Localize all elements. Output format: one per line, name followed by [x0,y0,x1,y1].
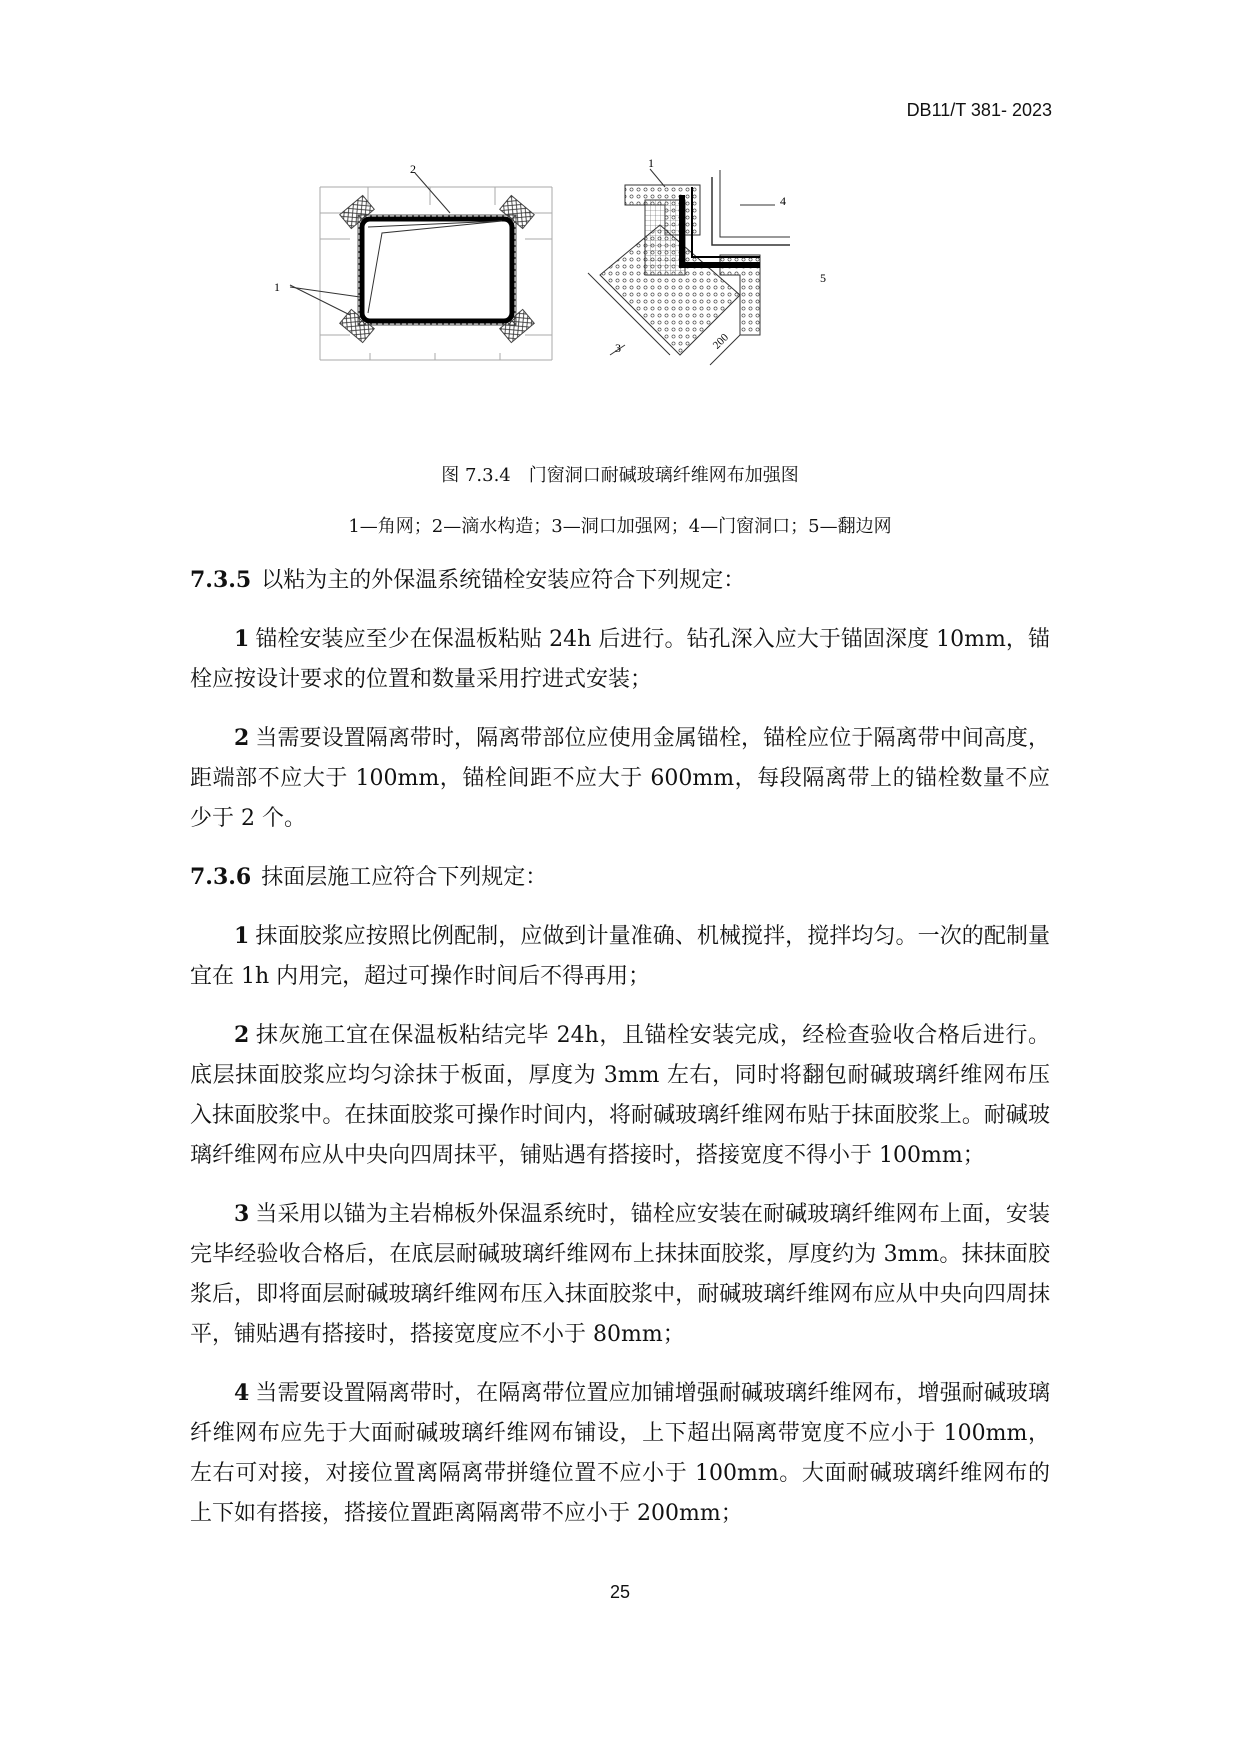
item-text: 当需要设置隔离带时，隔离带部位应使用金属锚栓，锚栓应位于隔离带中间高度，距端部不应大于 100mm，锚栓间距不应大于 600mm，每段隔离带上的锚栓数量不应少于 2 个。 [190,726,1050,831]
label-corner-mesh: 1 [648,156,654,170]
figure-7-3-4 [274,156,940,415]
figure-caption: 图 7.3.4 门窗洞口耐碱玻璃纤维网布加强图 [441,465,799,486]
reinforcement-diagram [274,156,940,415]
item-number: 1 [234,626,250,652]
item-text: 抹灰施工宜在保温板粘结完毕 24h，且锚栓安装完成，经检查验收合格后进行。底层抹面胶浆应均匀涂抹于板面，厚度为 3mm 左右，同时将翻包耐碱玻璃纤维网布压入抹面胶浆中。在抹面胶浆可操作时间内，将耐碱玻璃纤维网布贴于抹面胶浆上。耐碱玻璃纤维网布应从中央向四周抹平，铺贴遇有搭接时，搭接宽度不得小于 100mm； [190,1023,1050,1168]
clause-number: 7.3.6 [190,864,252,890]
item-number: 1 [234,923,250,949]
window-elevation [274,162,552,360]
clause-item [190,1194,1050,1355]
item-text: 抹面胶浆应按照比例配制，应做到计量准确、机械搅拌，搅拌均匀。一次的配制量宜在 1h 内用完，超过可操作时间后不得再用； [190,924,1050,989]
item-text: 锚栓安装应至少在保温板粘贴 24h 后进行。钻孔深入应大于锚固深度 10mm，锚栓应按设计要求的位置和数量采用拧进式安装； [190,627,1050,692]
item-number: 2 [234,725,250,751]
label-drip: 2 [410,162,416,176]
item-number: 4 [234,1380,250,1406]
document-code: DB11/T 381- 2023 [906,100,1052,120]
body-text [190,560,1050,1552]
page-number: 25 [609,1582,631,1602]
figure-legend: 1—角网；2—滴水构造；3—洞口加强网；4—门窗洞口；5—翻边网 [348,516,892,537]
clause-item [190,1015,1050,1176]
item-number: 3 [234,1201,250,1227]
label-flip: 5 [820,271,826,285]
label-corner: 1 [274,280,280,294]
clause-number: 7.3.5 [190,567,252,593]
clause-title: 以粘为主的外保温系统锚栓安装应符合下列规定： [261,568,746,593]
clause-heading [190,560,1050,601]
clause-item [190,619,1050,700]
item-text: 当采用以锚为主岩棉板外保温系统时，锚栓应安装在耐碱玻璃纤维网布上面，安装完毕经验收合格后，在底层耐碱玻璃纤维网布上抹抹面胶浆，厚度约为 3mm。抹抹面胶浆后，即将面层耐碱玻璃纤维网布压入抹面胶浆中，耐碱玻璃纤维网布应从中央向四周抹平，铺贴遇有搭接时，搭接宽度应不小于 80mm； [190,1202,1050,1347]
clause-item [190,1373,1050,1534]
corner-detail [588,156,826,365]
label-dimension: 200 [710,331,731,352]
clause-item [190,916,1050,997]
clause-item [190,718,1050,839]
item-text: 当需要设置隔离带时，在隔离带位置应加铺增强耐碱玻璃纤维网布，增强耐碱玻璃纤维网布应先于大面耐碱玻璃纤维网布铺设，上下超出隔离带宽度不应小于 100mm，左右可对接，对接位置离隔离带拼缝位置不应小于 100mm。大面耐碱玻璃纤维网布的上下如有搭接，搭接位置距离隔离带不应小于 200mm； [190,1381,1050,1526]
clause-title: 抹面层施工应符合下列规定： [261,865,548,890]
clause-heading [190,857,1050,898]
item-number: 2 [234,1022,250,1048]
label-opening: 4 [780,194,786,208]
label-reinforce: 3 [615,341,621,355]
